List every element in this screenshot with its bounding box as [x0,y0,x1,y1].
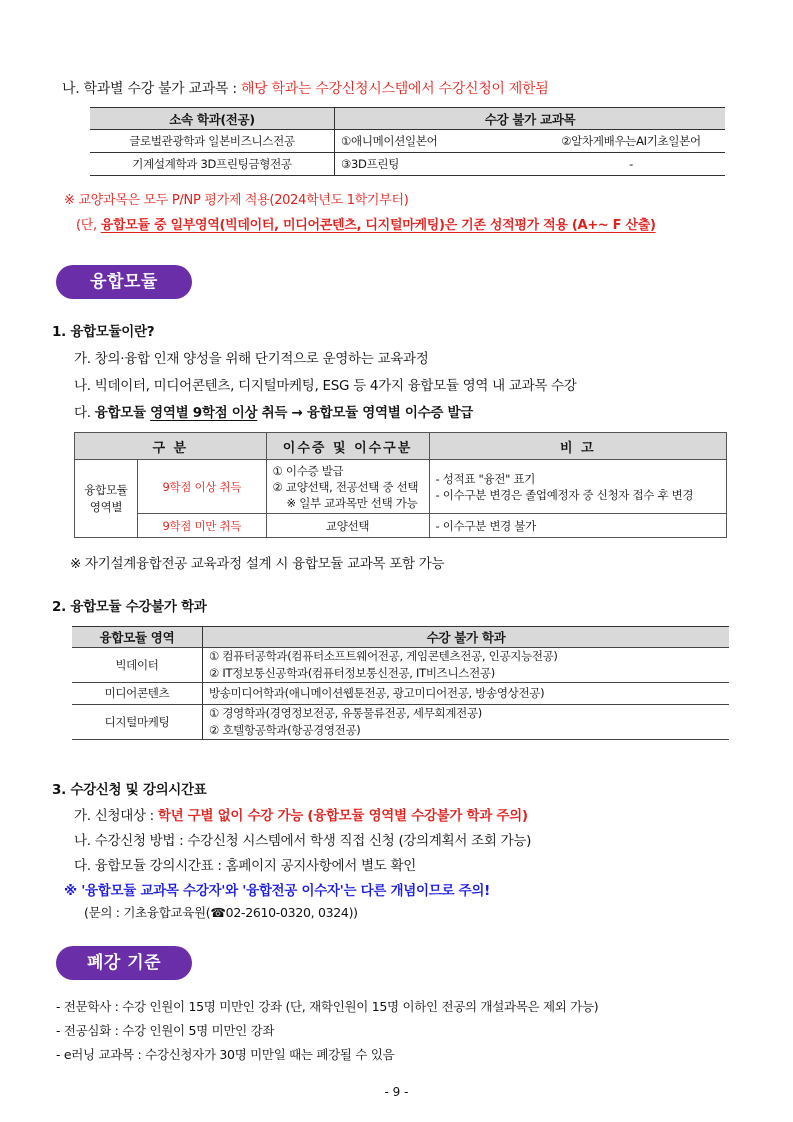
group-label-line: 영역별 [89,499,123,514]
closure-item: - 전공심화 : 수강 인원이 5명 미만인 강좌 [56,1023,275,1038]
table-row [90,153,725,176]
area-cell: 빅데이터 [72,648,203,683]
group-label-cell [75,460,138,538]
area-cell: 미디어콘텐츠 [72,683,203,705]
restricted-courses-heading [62,78,548,98]
completion-line: ② 교양선택, 전공선택 중 선택 [272,479,419,494]
section3-item-ga [74,804,528,824]
heading-prefix: 나. 학과별 수강 불가 교과목 : [62,81,241,97]
table-row [72,648,729,683]
completion-line: ※ 일부 교과목만 선택 가능 [286,495,418,510]
table-row [75,514,727,538]
header-remarks: 비 고 [429,433,726,460]
condition-cell: 9학점 이상 취득 [138,460,267,514]
item-prefix: 가. 신청대상 : [74,808,158,824]
section1-note: ※ 자기설계융합전공 교육과정 설계 시 융합모듈 교과목 포함 가능 [70,556,445,572]
item-bold: 취득 → 융합모듈 영역별 이수증 발급 [257,405,473,421]
completion-table [74,432,727,538]
item-prefix: 다. [74,405,95,421]
area-cell: 디지털마케팅 [72,705,203,740]
header-completion: 이수증 및 이수구분 [266,433,429,460]
header-area: 융합모듈 영역 [72,627,203,648]
remarks-cell [429,460,726,514]
departments-cell [203,705,730,740]
table-row [72,705,729,740]
header-departments: 수강 불가 학과 [203,627,730,648]
section1-item-na: 나. 빅데이터, 미디어콘텐츠, 디지털마케팅, ESG 등 4가지 융합모듈 영역 내 교과목 수강 [74,378,577,394]
section3-item-na: 나. 수강신청 방법 : 수강신청 시스템에서 학생 직접 신청 (강의계획서 조회 가능) [74,833,532,849]
header-dept: 소속 학과(전공) [90,108,335,130]
contact-phone: 02-2610-0320, 0324)) [225,905,358,920]
department-line: ① 컴퓨터공학과(컴퓨터소프트웨어전공, 게임콘텐츠전공, 인공지능전공) [209,649,558,663]
header-category: 구 분 [75,433,267,460]
closure-item: - 전문학사 : 수강 인원이 15명 미만인 강좌 (단, 재학인원이 15명 이하인 전공의 개설과목은 제외 가능) [56,999,599,1014]
section3-title: 3. 수강신청 및 강의시간표 [52,782,207,798]
contact-info [84,903,358,921]
exception-prefix: (단, [76,218,101,233]
table-row [90,130,725,153]
remark-line: - 이수구분 변경은 졸업예정자 중 신청자 접수 후 변경 [435,487,694,502]
section3-caution-note: ※ '융합모듈 교과목 수강자'와 '융합전공 이수자'는 다른 개념이므로 주의! [64,883,490,899]
section2-title: 2. 융합모듈 수강불가 학과 [52,599,207,615]
item-bold: 융합모듈 [94,405,151,421]
exception-detail: 융합모듈 중 일부영역(빅데이터, 미디어콘텐츠, 디지털마케팅)은 기존 성적평가 적용 (A+~ F 산출) [100,218,656,233]
section1-item-da [74,401,473,421]
header-courses: 수강 불가 교과목 [335,108,726,130]
section1-title: 1. 융합모듈이란? [52,324,155,340]
department-line: ② IT정보통신공학과(컴퓨터정보통신전공, IT비즈니스전공) [209,666,495,680]
group-label-line: 융합모듈 [84,482,128,497]
section-badge-closure: 폐강 기준 [56,946,192,980]
contact-prefix: (문의 : 기초융합교육원( [84,905,211,920]
pnp-note: ※ 교양과목은 모두 P/NP 평가제 적용(2024학년도 1학기부터) [64,193,409,208]
section3-item-da: 다. 융합모듈 강의시간표 : 홈페이지 공지사항에서 별도 확인 [74,858,416,874]
completion-line: ① 이수증 발급 [272,463,344,478]
table-header-row [72,627,729,648]
condition-cell: 9학점 미만 취득 [138,514,267,538]
completion-cell [266,460,429,514]
phone-icon: ☎ [210,905,226,920]
course-cell: ②알차게배우는AI기초일본어 [537,130,725,153]
department-line: ② 호텔항공학과(항공경영전공) [209,723,361,737]
course-cell: ③3D프린팅 [335,153,538,176]
remarks-cell: - 이수구분 변경 불가 [429,514,726,538]
table-header-row [90,108,725,130]
department-line: ① 경영학과(경영정보전공, 유통물류전공, 세무회계전공) [209,706,482,720]
departments-cell: 방송미디어학과(애니메이션웹툰전공, 광고미디어전공, 방송영상전공) [203,683,730,705]
section1-item-ga: 가. 창의·융합 인재 양성을 위해 단기적으로 운영하는 교육과정 [74,351,429,367]
remark-line: - 성적표 "융전" 표기 [435,471,536,486]
pnp-exception [76,214,656,233]
restricted-departments-table [72,626,729,740]
item-underlined: 영역별 9학점 이상 [150,405,258,421]
completion-cell: 교양선택 [266,514,429,538]
restricted-courses-table [90,107,725,176]
closure-item: - e러닝 교과목 : 수강신청자가 30명 미만일 때는 폐강될 수 있음 [56,1047,395,1062]
restriction-highlight: 해당 학과는 수강신청시스템에서 수강신청이 제한됨 [240,81,549,97]
course-cell: - [537,153,725,176]
course-cell: ①애니메이션일본어 [335,130,538,153]
dept-cell: 글로벌관광학과 일본비즈니스전공 [90,130,335,153]
dept-cell: 기계설계학과 3D프린팅금형전공 [90,153,335,176]
eligibility-highlight: 학년 구별 없이 수강 가능 (융합모듈 영역별 수강불가 학과 주의) [157,808,528,824]
table-row [75,460,727,514]
table-row [72,683,729,705]
table-header-row [75,433,727,460]
section-badge-module: 융합모듈 [56,265,192,299]
departments-cell [203,648,730,683]
page-number: - 9 - [384,1085,409,1099]
